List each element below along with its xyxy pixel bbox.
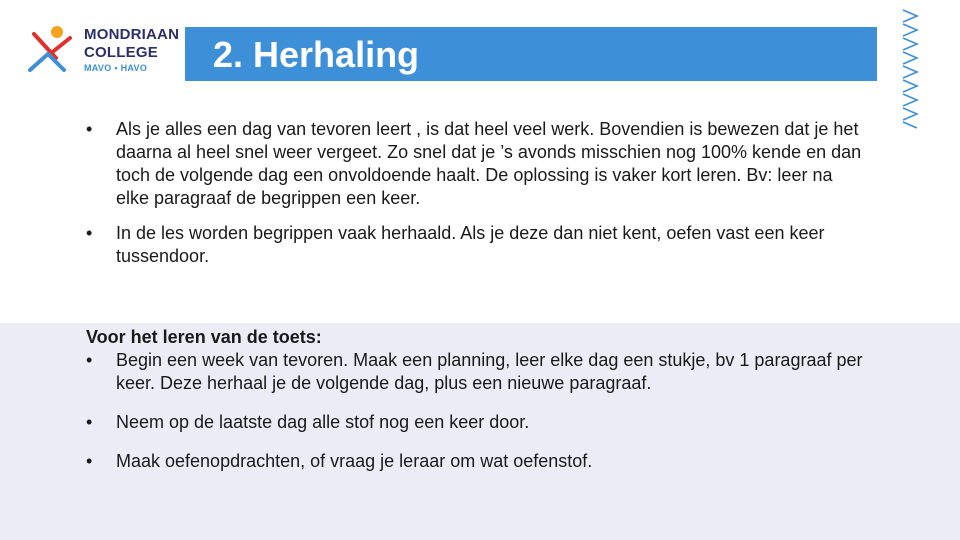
list-item <box>86 118 866 210</box>
logo-figure-icon <box>26 24 78 76</box>
bullet-text: Begin een week van tevoren. Maak een planning, leer elke dag een stukje, bv 1 paragraaf per keer. Deze herhaal je de volgende dag, plus een nieuwe paragraaf. <box>116 350 863 393</box>
bullet-text: Neem op de laatste dag alle stof nog een keer door. <box>116 412 530 432</box>
bullet-marker: • <box>86 412 93 432</box>
list-item <box>86 450 866 473</box>
logo-subtitle: MAVO • HAVO <box>84 63 148 73</box>
chevron-column-decoration-icon <box>900 8 922 130</box>
herhaling-bullet-list <box>86 118 866 280</box>
bullet-marker: • <box>86 451 93 471</box>
bullet-marker: • <box>86 350 93 370</box>
title-bar <box>185 27 877 81</box>
bullet-text: In de les worden begrippen vaak herhaald. Als je deze dan niet kent, oefen vast een keer tussendoor. <box>116 223 825 266</box>
bullet-marker: • <box>86 119 93 139</box>
school-logo <box>26 24 180 76</box>
slide-title: 2. Herhaling <box>213 34 420 75</box>
bullet-text: Maak oefenopdrachten, of vraag je leraar om wat oefenstof. <box>116 451 593 471</box>
list-item <box>86 349 866 395</box>
list-item <box>86 222 866 268</box>
toets-heading: Voor het leren van de toets: <box>86 327 322 347</box>
logo-line-2: COLLEGE <box>84 44 158 61</box>
logo-line-1: MONDRIAAN <box>84 26 180 43</box>
toets-section <box>86 326 866 489</box>
bullet-text: Als je alles een dag van tevoren leert , is dat heel veel werk. Bovendien is bewezen dat je het daarna al heel snel weer vergeet. Zo snel dat je ’s avonds misschien nog 100% kende en dan toch de volgende dag een onvoldoende haalt. De oplossing is vaker kort leren. Bv: leer na elke paragraaf de begrippen een keer. <box>116 119 862 208</box>
list-item <box>86 411 866 434</box>
bullet-marker: • <box>86 223 93 243</box>
